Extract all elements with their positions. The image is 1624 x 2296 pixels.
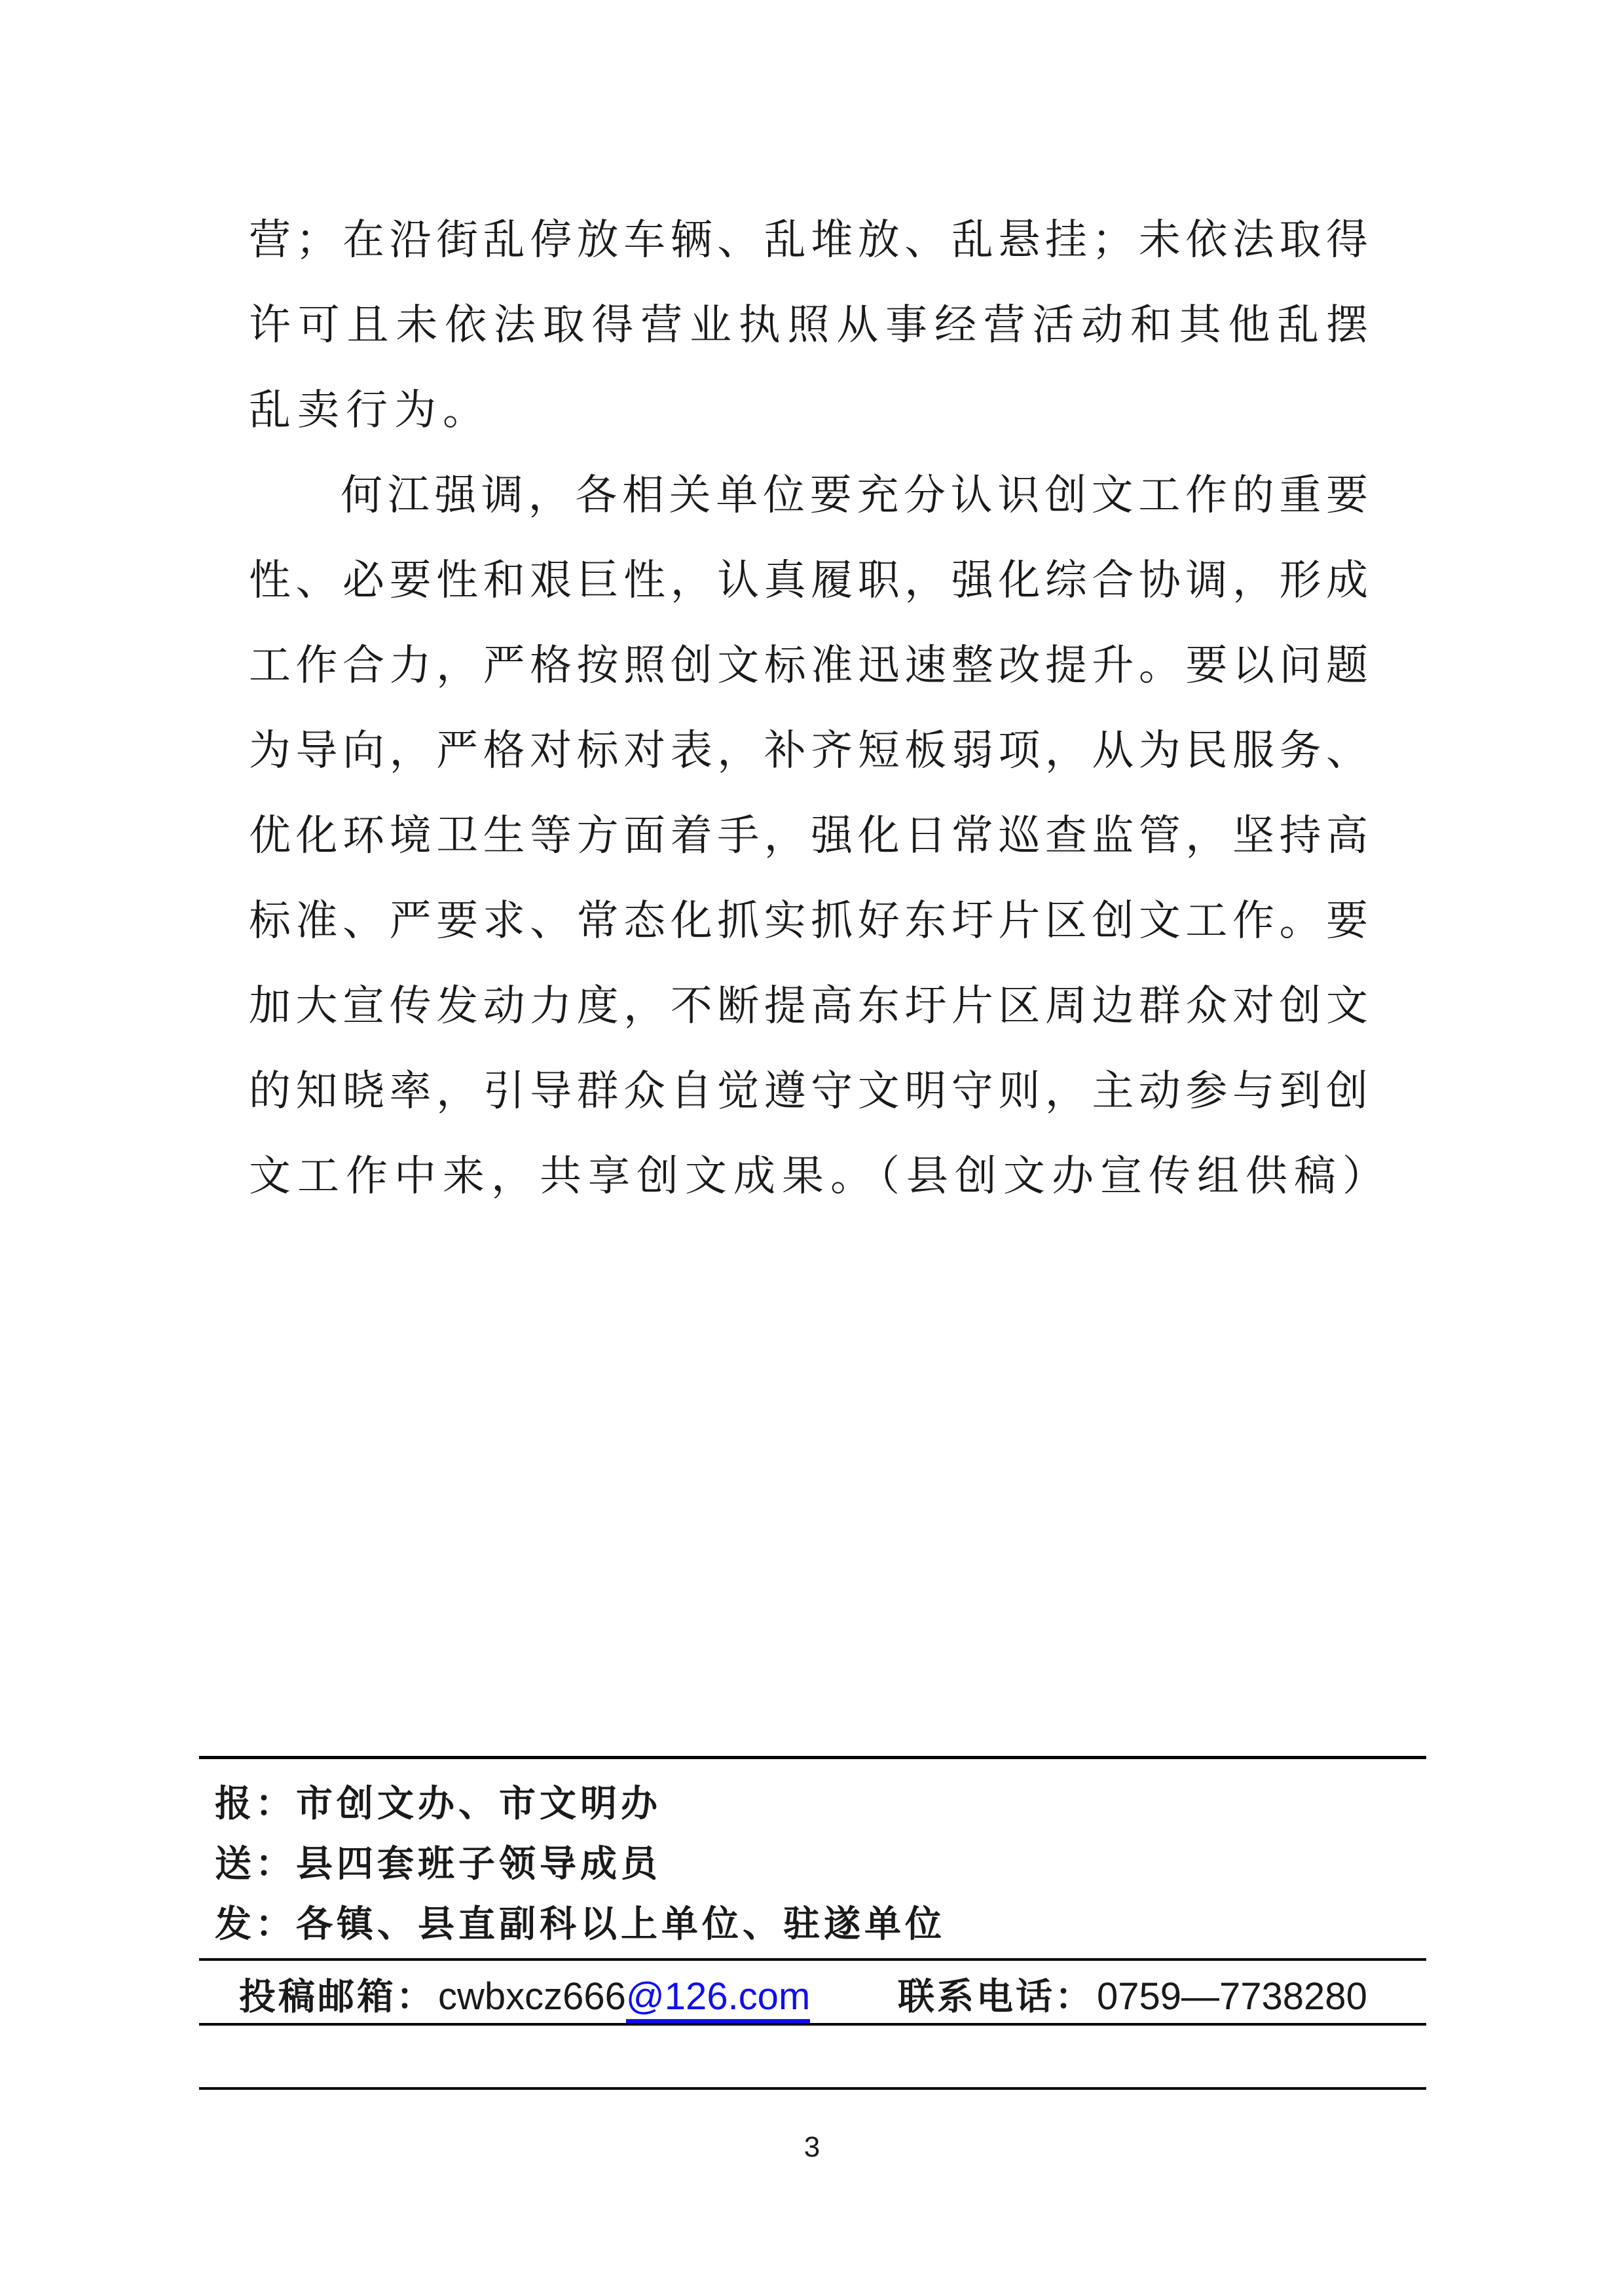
phone-number: 0759—7738280: [1097, 1975, 1367, 2018]
page-number: 3: [803, 2131, 821, 2163]
divider-line-top: [199, 1756, 1426, 1759]
body-line: 优化环境卫生等方面着手，强化日常巡查监管，坚持高: [249, 812, 1372, 859]
distribution-list: [215, 1774, 1426, 1955]
contact-row: [0, 1973, 1624, 2020]
body-line: 性、必要性和艰巨性，认真履职，强化综合协调，形成: [249, 557, 1372, 604]
phone-label: 联系电话：: [898, 1977, 1094, 2018]
email-user: cwbxcz666: [438, 1975, 626, 2018]
body-line: 标准、严要求、常态化抓实抓好东圩片区创文工作。要: [249, 898, 1372, 944]
body-line: 加大宣传发动力度，不断提高东圩片区周边群众对创文: [249, 983, 1372, 1029]
body-line: 的知晓率，引导群众自觉遵守文明守则，主动参与到创: [249, 1068, 1372, 1114]
body-line: 文工作中来，共享创文成果。（县创文办宣传组供稿）: [249, 1153, 1391, 1199]
distribution-report-line: 报：市创文办、市文明办: [215, 1784, 661, 1825]
email-domain-link[interactable]: @126.com: [626, 1975, 810, 2023]
body-line: 乱卖行为。: [249, 387, 491, 433]
body-text: [249, 198, 1391, 1219]
distribution-issue-line: 发：各镇、县直副科以上单位、驻遂单位: [215, 1904, 946, 1945]
divider-line-bottom: [199, 2087, 1426, 2090]
email-label: 投稿邮箱：: [239, 1977, 435, 2018]
email-group: [239, 1973, 810, 2030]
distribution-send-line: 送：县四套班子领导成员: [215, 1844, 661, 1885]
body-line: 许可且未依法取得营业执照从事经营活动和其他乱摆: [249, 302, 1372, 348]
body-line: 为导向，严格对标对表，补齐短板弱项，从为民服务、: [249, 727, 1372, 774]
body-line: 何江强调，各相关单位要充分认识创文工作的重要: [341, 472, 1372, 519]
body-line: 工作合力，严格按照创文标准迅速整改提升。要以问题: [249, 642, 1372, 689]
body-line: 营；在沿街乱停放车辆、乱堆放、乱悬挂；未依法取得: [249, 217, 1372, 263]
divider-line-above-contact: [199, 1958, 1426, 1961]
phone-group: [898, 1973, 1367, 2030]
